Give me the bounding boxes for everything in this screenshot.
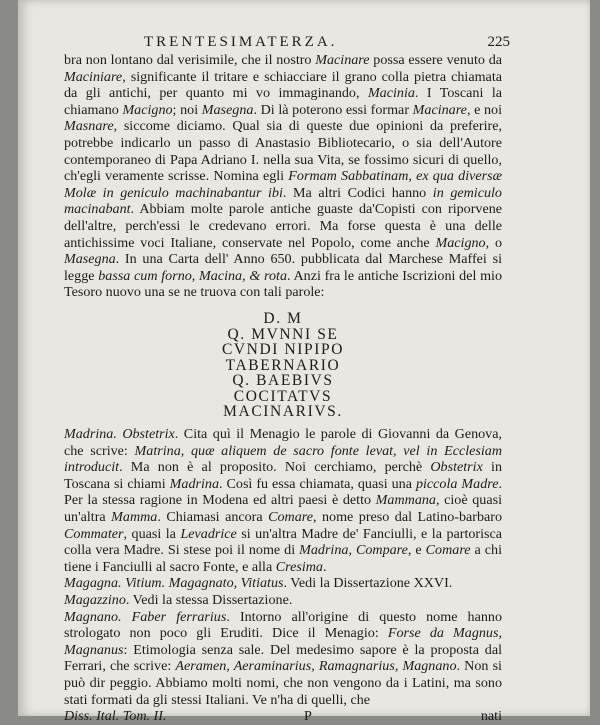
- page-text: [64, 34, 510, 725]
- inscription-line: D. M: [263, 309, 303, 327]
- inscription-line: Q. MVNNI SE: [227, 325, 339, 343]
- catchword: nati: [480, 708, 502, 725]
- paragraph-macinare: bra non lontano dal verisimile, che il nostro Macinare possa essere venuto da Maciniare, significante il tritare e schiacciare il grano colla pietra chiamata da gli antichi, per quanto mi vo immaginando, Macinia. I Toscani la chiamano Macigno; noi Masegna. Di là poterono essi formar Macinare, e noi Masnare, siccome diciamo. Qual sia di queste due opinioni da preferire, potrebbe indicarlo un passo di Anastasio Bibliotecario, o sia dell'Autore contemporaneo di Papa Adriano I. nella sua Vita, se fossimo sicuri di quello, ch'egli veramente scrisse. Nomina egli Formam Sabbatinam, ex qua diversæ Molæ in geniculo machinabantur ibi. Ma altri Codici hanno in gemiculo macinabant. Abbiam molte parole antiche guaste da'Copisti con riporvene dell'altre, perch'essi le credevano errori. Ma forse questa è una delle antichissime voci Italiane, conservate nel Popolo, come anche Macigno, o Masegna. In una Carta dell' Anno 650. pubblicata dal Marchese Maffei si legge bassa cum forno, Macina, & rota. Anzi fra le antiche Iscrizioni del mio Tesoro nuovo una se ne truova con tali parole:: [64, 52, 503, 301]
- page-number: 225: [487, 34, 510, 50]
- signature-mark: P: [304, 708, 312, 725]
- entry-magagna: Magagna. Vitium. Magagnato, Vitiatus. Vedi la Dissertazione XXVI.: [64, 575, 453, 592]
- entry-magazzino: Magazzino. Vedi la stessa Dissertazione.: [64, 592, 293, 608]
- running-header: [64, 34, 510, 52]
- entry-magnano: Magnano. Faber ferrarius. Intorno all'origine di questo nome hanno strologato non poco gli Eruditi. Dice il Menagio: Forse da Magnus, Magnanus: Etimologia senza sale. Del medesimo sapore è la proposta dal Ferrari, che scrive: Aeramen, Aeraminarius, Ramagnarius, Magnano. Non si può dir peggio. Abbiamo molti nomi, che non vengono da i Latini, ma sono stati formati da gli stessi Italiani. Ve n'ha di quelli, che: [64, 608, 502, 708]
- inscription-line: COCITATVS: [233, 387, 333, 405]
- entry-madrina: Madrina. Obstetrix. Cita quì il Menagio le parole di Giovanni da Genova, che scrive: Matrina, quæ aliquem de sacro fonte levat, vel in Ecclesiam introducit. Ma non è al proposito. Noi cerchiamo, perchè Obstetrix in Toscana si chiami Madrina. Così fu essa chiamata, quasi una piccola Madre. Per la stessa ragione in Modena ed altri paesi è detto Mammana, cioè quasi un'altra Mamma. Chiamasi ancora Comare, nome preso dal Latino-barbaro Commater, quasi la Levadrice si un'altra Madre de' Fanciulli, e la partorisca colla vera Madre. Si stese poi il nome di Madrina, Compare, e Comare a chi tiene i Fanciulli al sacro Fonte, e alla Cresima.: [64, 426, 503, 575]
- inscription-line: Q. BAEBIVS: [232, 372, 334, 390]
- page-footer: [64, 708, 502, 724]
- inscription-line: TABERNARIO: [225, 356, 341, 374]
- inscription-line: CVNDI NIPIPO: [221, 341, 345, 359]
- running-title: TRENTESIMATERZA.: [144, 34, 338, 50]
- inscription-line: MACINARIVS.: [223, 403, 343, 421]
- book-page: [18, 0, 590, 725]
- signature-line: Diss. Ital. Tom. II.: [64, 708, 167, 725]
- latin-inscription: [64, 311, 502, 420]
